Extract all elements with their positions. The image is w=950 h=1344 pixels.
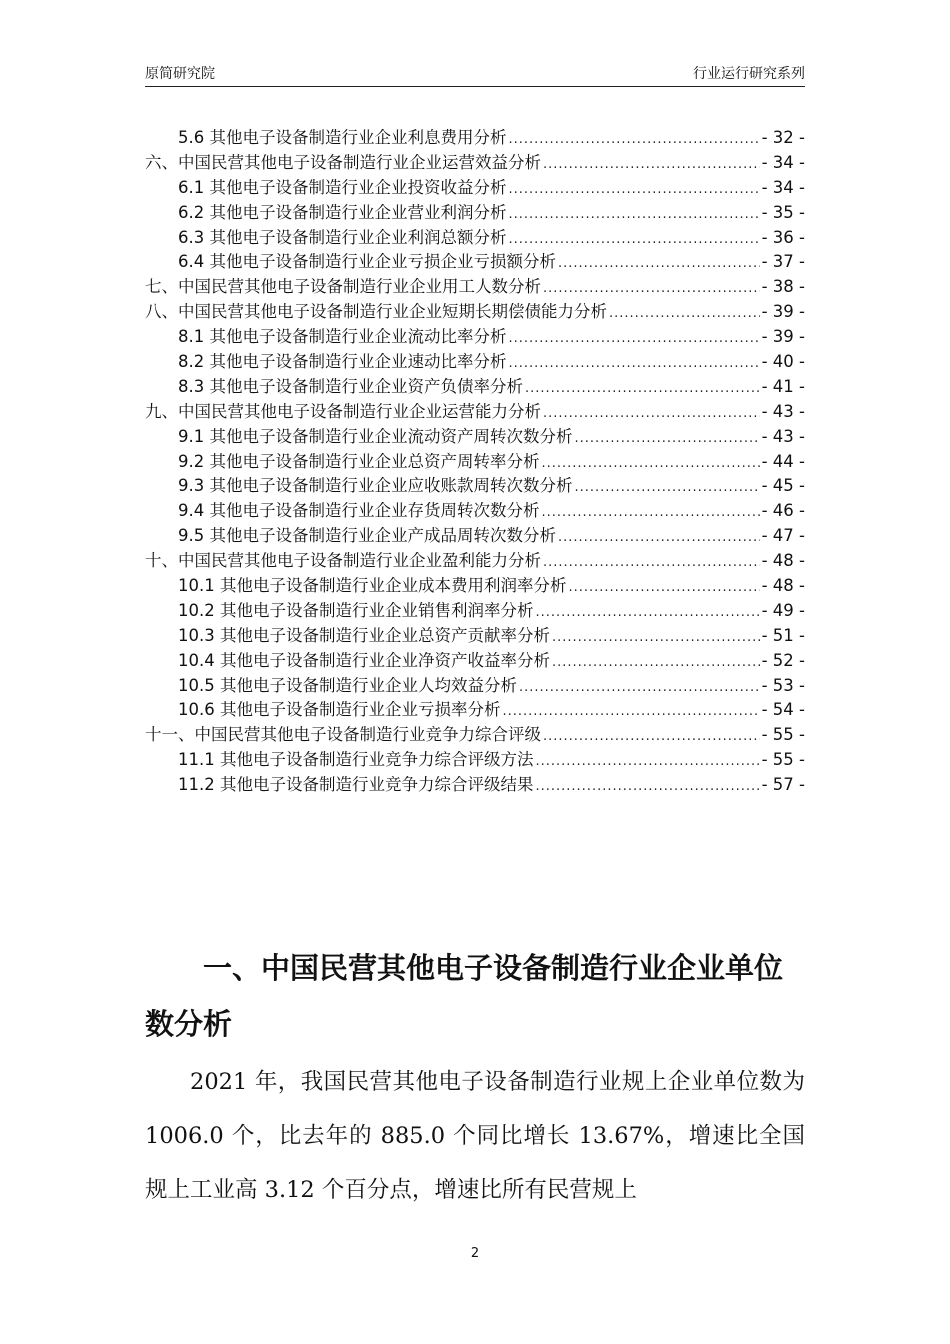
toc-entry-title: 9.2 其他电子设备制造行业企业总资产周转率分析 xyxy=(178,451,540,471)
toc-entry-page: - 47 - xyxy=(761,526,805,546)
page-header xyxy=(145,62,805,87)
toc-entry-title: 8.3 其他电子设备制造行业企业资产负债率分析 xyxy=(178,376,523,396)
toc-entry-title: 9.4 其他电子设备制造行业企业存货周转次数分析 xyxy=(178,501,540,521)
toc-entry[interactable] xyxy=(145,572,805,597)
toc-entry-page: - 52 - xyxy=(761,650,805,670)
toc-entry-title: 10.4 其他电子设备制造行业企业净资产收益率分析 xyxy=(178,650,550,670)
page-number: 2 xyxy=(470,1246,480,1261)
toc-entry-page: - 49 - xyxy=(761,600,805,620)
toc-entry-page: - 57 - xyxy=(761,775,805,795)
toc-entry-page: - 54 - xyxy=(761,700,805,720)
toc-dot-leader xyxy=(543,157,760,172)
toc-dot-leader xyxy=(509,182,760,197)
toc-entry-title: 11.2 其他电子设备制造行业竞争力综合评级结果 xyxy=(178,775,534,795)
toc-entry-title: 9.3 其他电子设备制造行业企业应收账款周转次数分析 xyxy=(178,476,573,496)
toc-entry[interactable] xyxy=(145,298,805,323)
toc-entry[interactable] xyxy=(145,522,805,547)
toc-dot-leader xyxy=(543,281,760,296)
header-series-title: 行业运行研究系列 xyxy=(693,66,805,82)
toc-dot-leader xyxy=(509,132,760,147)
toc-entry[interactable] xyxy=(145,224,805,249)
toc-entry-title: 11.1 其他电子设备制造行业竞争力综合评级方法 xyxy=(178,750,534,770)
toc-entry-page: - 39 - xyxy=(761,327,805,347)
toc-entry-page: - 37 - xyxy=(761,252,805,272)
toc-entry-title: 六、中国民营其他电子设备制造行业企业运营效益分析 xyxy=(145,152,541,172)
toc-dot-leader xyxy=(543,729,760,744)
toc-entry-title: 九、中国民营其他电子设备制造行业企业运营能力分析 xyxy=(145,401,541,421)
toc-entry[interactable] xyxy=(145,672,805,697)
header-publisher: 原简研究院 xyxy=(145,66,215,82)
toc-entry-title: 十、中国民营其他电子设备制造行业企业盈利能力分析 xyxy=(145,551,541,571)
toc-entry[interactable] xyxy=(145,547,805,572)
toc-entry[interactable] xyxy=(145,497,805,522)
toc-entry-title: 6.3 其他电子设备制造行业企业利润总额分析 xyxy=(178,227,507,247)
toc-entry-page: - 55 - xyxy=(761,725,805,745)
toc-dot-leader xyxy=(542,505,760,520)
toc-entry-page: - 51 - xyxy=(761,625,805,645)
toc-entry[interactable] xyxy=(145,771,805,796)
toc-entry-page: - 32 - xyxy=(761,128,805,147)
toc-entry[interactable] xyxy=(145,124,805,149)
toc-entry[interactable] xyxy=(145,622,805,647)
toc-entry-page: - 39 - xyxy=(761,302,805,322)
toc-entry-page: - 36 - xyxy=(761,227,805,247)
toc-entry-title: 10.3 其他电子设备制造行业企业总资产贡献率分析 xyxy=(178,625,550,645)
toc-dot-leader xyxy=(535,779,759,794)
toc-entry-title: 5.6 其他电子设备制造行业企业利息费用分析 xyxy=(178,128,507,147)
toc-entry[interactable] xyxy=(145,248,805,273)
toc-dot-leader xyxy=(543,406,760,421)
toc-entry[interactable] xyxy=(145,348,805,373)
toc-dot-leader xyxy=(568,580,759,595)
toc-dot-leader xyxy=(519,680,760,695)
toc-entry[interactable] xyxy=(145,472,805,497)
toc-dot-leader xyxy=(609,306,760,321)
toc-entry-title: 10.1 其他电子设备制造行业企业成本费用利润率分析 xyxy=(178,576,567,596)
toc-dot-leader xyxy=(542,456,760,471)
toc-entry-title: 10.2 其他电子设备制造行业企业销售利润率分析 xyxy=(178,600,534,620)
toc-entry-title: 8.2 其他电子设备制造行业企业速动比率分析 xyxy=(178,352,507,372)
toc-entry[interactable] xyxy=(145,696,805,721)
toc-dot-leader xyxy=(525,381,760,396)
table-of-contents xyxy=(145,124,805,796)
toc-entry[interactable] xyxy=(145,448,805,473)
toc-entry-title: 10.5 其他电子设备制造行业企业人均效益分析 xyxy=(178,675,517,695)
toc-entry-title: 10.6 其他电子设备制造行业企业亏损率分析 xyxy=(178,700,501,720)
toc-dot-leader xyxy=(558,530,760,545)
toc-entry-page: - 44 - xyxy=(761,451,805,471)
toc-entry-title: 9.5 其他电子设备制造行业企业产成品周转次数分析 xyxy=(178,526,556,546)
toc-entry-page: - 41 - xyxy=(761,376,805,396)
section-heading: 一、中国民营其他电子设备制造行业企业单位数分析 xyxy=(145,951,784,1041)
toc-entry-title: 七、中国民营其他电子设备制造行业企业用工人数分析 xyxy=(145,277,541,297)
toc-dot-leader xyxy=(535,605,759,620)
toc-dot-leader xyxy=(575,431,760,446)
toc-entry-page: - 43 - xyxy=(761,401,805,421)
toc-entry-page: - 34 - xyxy=(761,152,805,172)
toc-entry-page: - 48 - xyxy=(761,551,805,571)
toc-entry[interactable] xyxy=(145,423,805,448)
toc-dot-leader xyxy=(509,331,760,346)
toc-entry-page: - 38 - xyxy=(761,277,805,297)
toc-entry[interactable] xyxy=(145,647,805,672)
toc-entry[interactable] xyxy=(145,746,805,771)
toc-dot-leader xyxy=(502,704,759,719)
toc-entry-title: 十一、中国民营其他电子设备制造行业竞争力综合评级 xyxy=(145,725,541,745)
toc-dot-leader xyxy=(509,207,760,222)
toc-entry[interactable] xyxy=(145,721,805,746)
toc-entry[interactable] xyxy=(145,323,805,348)
toc-entry-page: - 43 - xyxy=(761,426,805,446)
toc-entry[interactable] xyxy=(145,373,805,398)
toc-dot-leader xyxy=(509,232,760,247)
toc-entry[interactable] xyxy=(145,398,805,423)
toc-entry-title: 6.1 其他电子设备制造行业企业投资收益分析 xyxy=(178,177,507,197)
toc-entry[interactable] xyxy=(145,597,805,622)
toc-entry-page: - 46 - xyxy=(761,501,805,521)
toc-dot-leader xyxy=(535,754,759,769)
body-paragraph: 2021 年，我国民营其他电子设备制造行业规上企业单位数为 1006.0 个，比去年的 885.0 个同比增长 13.67%，增速比全国规上工业高 3.12 个百分点，增速比所有民营规上 xyxy=(145,1069,805,1203)
toc-entry[interactable] xyxy=(145,174,805,199)
toc-entry[interactable] xyxy=(145,199,805,224)
toc-entry-title: 6.4 其他电子设备制造行业企业亏损企业亏损额分析 xyxy=(178,252,556,272)
toc-entry-page: - 53 - xyxy=(761,675,805,695)
toc-entry-title: 8.1 其他电子设备制造行业企业流动比率分析 xyxy=(178,327,507,347)
toc-dot-leader xyxy=(552,655,760,670)
toc-dot-leader xyxy=(558,256,760,271)
toc-entry-title: 6.2 其他电子设备制造行业企业营业利润分析 xyxy=(178,202,507,222)
toc-entry-page: - 45 - xyxy=(761,476,805,496)
toc-entry-title: 八、中国民营其他电子设备制造行业企业短期长期偿债能力分析 xyxy=(145,302,607,322)
toc-entry-page: - 48 - xyxy=(761,576,805,596)
toc-dot-leader xyxy=(509,356,760,371)
toc-entry-title: 9.1 其他电子设备制造行业企业流动资产周转次数分析 xyxy=(178,426,573,446)
toc-entry-page: - 55 - xyxy=(761,750,805,770)
toc-entry-page: - 35 - xyxy=(761,202,805,222)
toc-entry[interactable] xyxy=(145,273,805,298)
toc-dot-leader xyxy=(543,555,760,570)
toc-dot-leader xyxy=(552,630,760,645)
toc-entry-page: - 34 - xyxy=(761,177,805,197)
toc-entry[interactable] xyxy=(145,149,805,174)
toc-entry-page: - 40 - xyxy=(761,352,805,372)
toc-dot-leader xyxy=(575,480,760,495)
